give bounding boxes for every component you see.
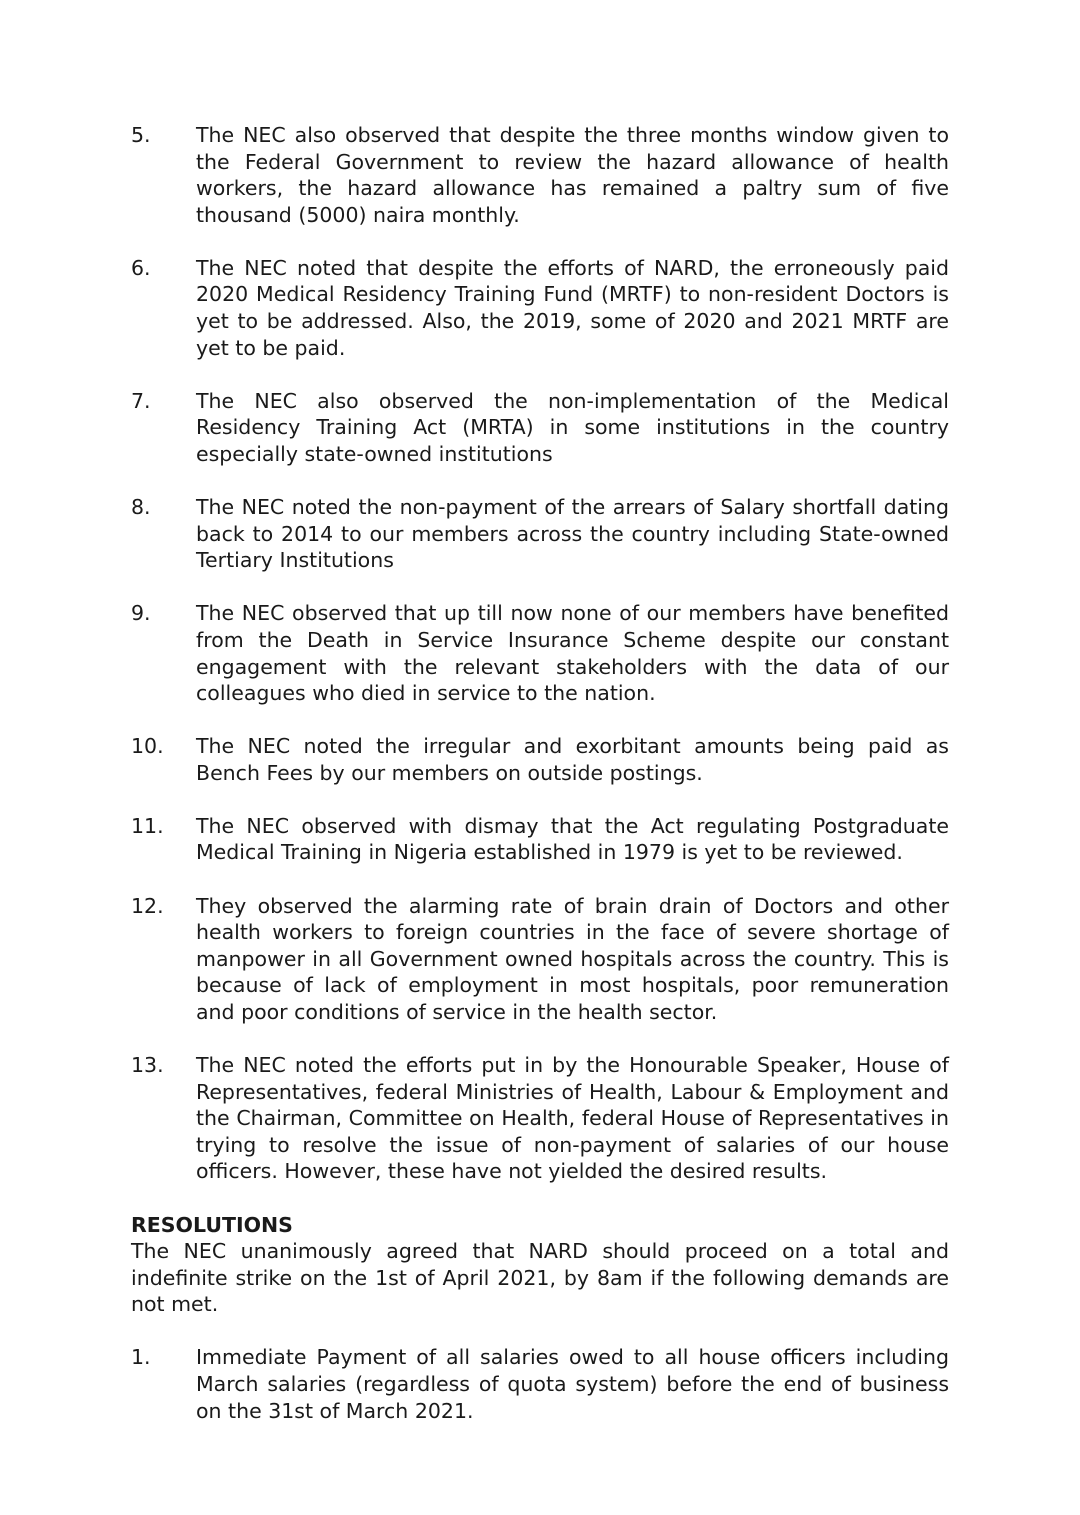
item-number: 9. xyxy=(131,601,151,626)
observation-item xyxy=(131,813,949,866)
observation-item xyxy=(131,494,949,574)
item-text: The NEC noted that despite the efforts of NARD, the erroneously paid 2020 Medical Residency Training Fund (MRTF) to non-resident Doctors is yet to be addressed. Also, the 2019, some of 2020 and 2021 MRTF are yet to be paid. xyxy=(196,255,949,360)
observation-item xyxy=(131,893,949,1026)
item-number: 7. xyxy=(131,388,151,413)
item-number: 5. xyxy=(131,123,151,147)
document-body xyxy=(131,122,949,1451)
item-text: The NEC noted the irregular and exorbitant amounts being paid as Bench Fees by our members on outside postings. xyxy=(196,734,949,785)
observation-item xyxy=(131,388,949,468)
observation-item xyxy=(131,600,949,706)
item-number: 13. xyxy=(131,1053,164,1078)
item-number: 8. xyxy=(131,495,151,520)
item-text: The NEC observed with dismay that the Act regulating Postgraduate Medical Training in Nigeria established in 1979 is yet to be reviewed. xyxy=(196,813,949,865)
item-number: 12. xyxy=(131,893,164,918)
resolutions-intro: The NEC unanimously agreed that NARD should proceed on a total and indefinite strike on the 1st of April 2021, by 8am if the following demands are not met. xyxy=(131,1239,949,1317)
item-text: The NEC also observed that despite the three months window given to the Federal Government to review the hazard allowance of health workers, the hazard allowance has remained a paltry sum of five thousand (5000) naira monthly. xyxy=(196,123,949,227)
item-text: Immediate Payment of all salaries owed to all house officers including March salaries (regardless of quota system) before the end of business on the 31st of March 2021. xyxy=(196,1345,949,1423)
observation-item xyxy=(131,255,949,361)
observation-item xyxy=(131,1052,949,1185)
item-text: The NEC noted the efforts put in by the Honourable Speaker, House of Representatives, federal Ministries of Health, Labour & Employment and the Chairman, Committee on Health, federal House of Representatives in trying to resolve the issue of non-payment of salaries of our house officers. However, these have not yielded the desired results. xyxy=(196,1053,949,1184)
item-number: 11. xyxy=(131,813,164,838)
resolution-item xyxy=(131,1344,949,1424)
item-text: The NEC noted the non-payment of the arrears of Salary shortfall dating back to 2014 to our members across the country including State-owned Tertiary Institutions xyxy=(196,495,949,573)
resolutions-heading: RESOLUTIONS xyxy=(131,1212,293,1237)
observation-item xyxy=(131,122,949,228)
item-number: 10. xyxy=(131,734,164,759)
item-number: 6. xyxy=(131,255,151,280)
observation-item xyxy=(131,733,949,786)
item-text: They observed the alarming rate of brain drain of Doctors and other health workers to foreign countries in the face of severe shortage of manpower in all Government owned hospitals across the country. This is because of lack of employment in most hospitals, poor remuneration and poor conditions of service in the health sector. xyxy=(196,893,949,1024)
item-number: 1. xyxy=(131,1345,151,1370)
item-text: The NEC observed that up till now none of our members have benefited from the Death in Service Insurance Scheme despite our constant engagement with the relevant stakeholders with the data of our colleagues who died in service to the nation. xyxy=(196,601,949,706)
item-text: The NEC also observed the non-implementation of the Medical Residency Training Act (MRTA) in some institutions in the country especially state-owned institutions xyxy=(196,388,949,466)
